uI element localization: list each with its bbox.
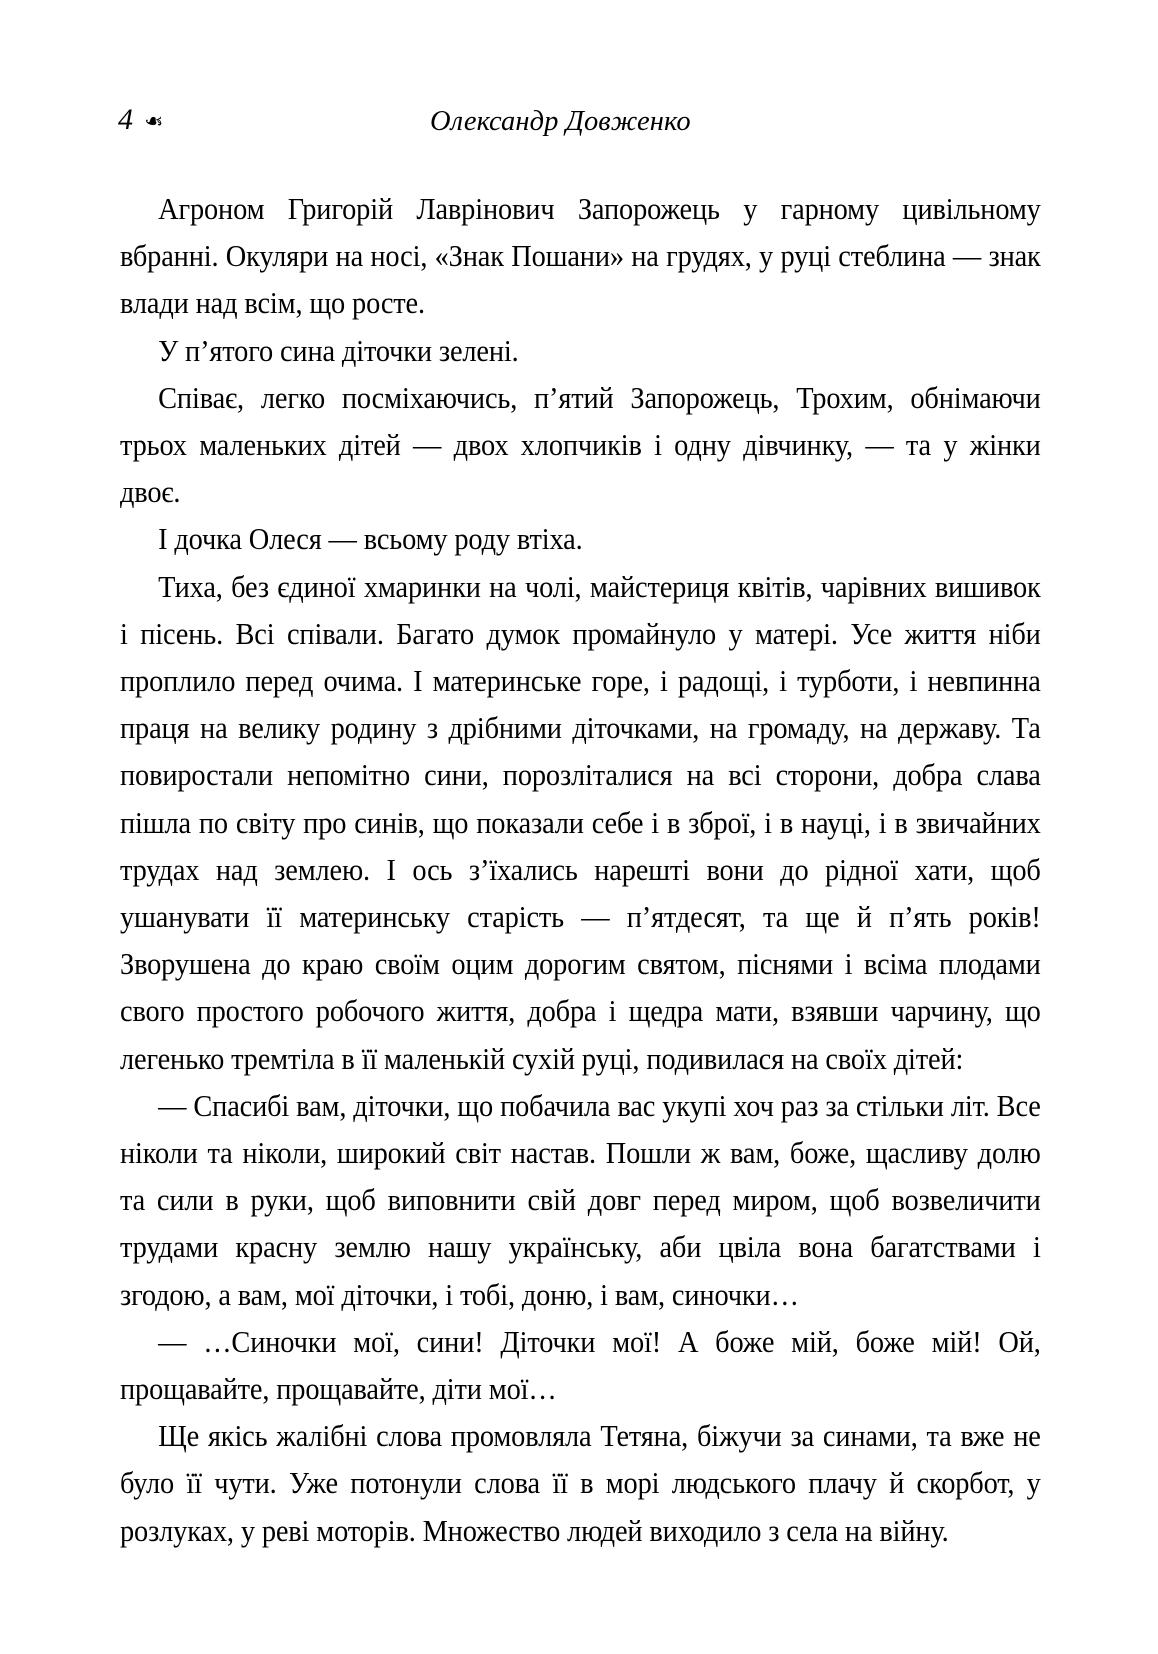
paragraph: У п’ятого сина діточки зелені. bbox=[158, 333, 519, 368]
running-head bbox=[118, 104, 1040, 144]
paragraph-dialogue: — Спасибі вам, діточки, що побачила вас укупі хоч раз за стільки літ. Все ніколи та ніколи, широкий світ настав. Пошли ж вам, боже, щасливу долю та сили в руки, щоб виповнити свій довг перед миром, щоб возвеличити трудами красну землю нашу українську, аби цвіла вона багатствами і згодою, а вам, мої діточки, і тобі, доню, і вам, синочки… bbox=[120, 1088, 1041, 1312]
author-name: Олександр Довженко bbox=[430, 106, 691, 137]
paragraph: І дочка Олеся — всьому роду втіха. bbox=[158, 522, 583, 557]
paragraph: Агроном Григорій Лаврінович Запорожець у гарному цивільному вбранні. Окуляри на носі, «Знак Пошани» на грудях, у руці стеблина — знак влади над всім, що росте. bbox=[120, 192, 1041, 321]
paragraph: Співає, легко посміхаючись, п’ятий Запорожець, Трохим, обнімаючи трьох маленьких дітей — двох хлопчиків і одну дівчинку, — та у жінки двоє. bbox=[120, 380, 1041, 510]
page-number: 4 bbox=[118, 103, 133, 136]
folio-group bbox=[118, 104, 163, 138]
paragraph: Ще якісь жалібні слова промовляла Тетяна, біжучи за синами, та вже не було її чути. Уже потонули слова її в морі людського плачу й скорбот, у розлуках, у реві моторів. Множество людей виходило з села на війну. bbox=[120, 1419, 1041, 1548]
floral-heart-ornament-icon: ❧ bbox=[142, 108, 165, 135]
paragraph-dialogue: — …Синочки мої, сини! Діточки мої! А боже мій, боже мій! Ой, прощавайте, прощавайте, діти мої… bbox=[120, 1324, 1041, 1407]
paragraph: Тиха, без єдиної хмаринки на чолі, майстериця квітів, чарівних вишивок і пісень. Всі співали. Багато думок промайнуло у матері. Усе життя ніби проплило перед очима. І материнське горе, і радощі, і турботи, і невпинна праця на велику родину з дрібними діточками, на громаду, на державу. Та повиростали непомітно сини, порозліталися на всі сторони, добра слава пішла по світу про синів, що показали себе і в зброї, і в науці, і в звичайних трудах над землею. І ось з’їхались нарешті вони до рідної хати, щоб ушанувати її материнську старість — п’ятдесят, та ще й п’ять років! Зворушена до краю своїм оцим дорогим святом, піснями і всіма плодами свого простого робочого життя, добра і щедра мати, взявши чарчину, що легенько тремтіла в її маленькій сухій руці, подивилася на своїх дітей: bbox=[120, 569, 1041, 1076]
body-text-column bbox=[120, 186, 1041, 1555]
